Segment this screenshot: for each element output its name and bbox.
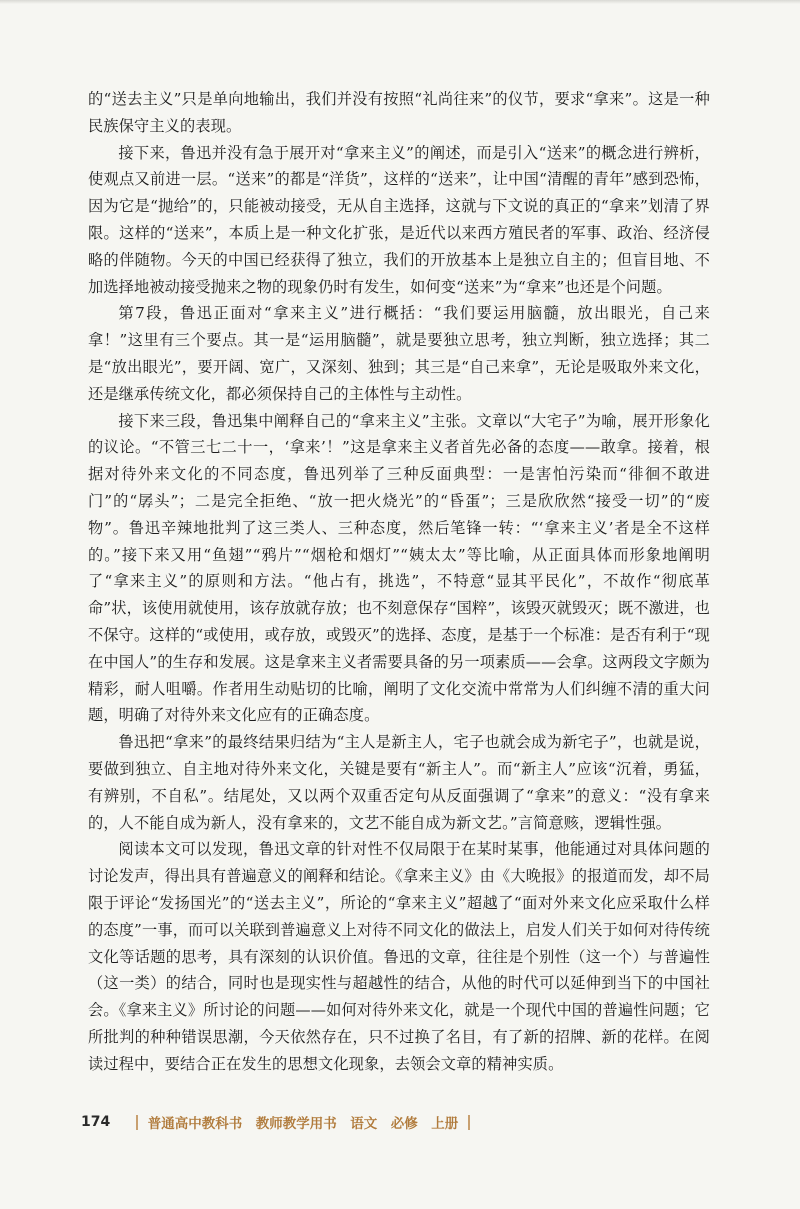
footer-divider — [468, 1115, 470, 1130]
page-body — [88, 86, 710, 1077]
paragraph: 的“送去主义”只是单向地输出，我们并没有按照“礼尚往来”的仪节，要求“拿来”。这是一种民族保守主义的表现。 — [88, 90, 710, 135]
page-top-edge — [0, 0, 800, 4]
paragraph: 第7段，鲁迅正面对“拿来主义”进行概括：“我们要运用脑髓，放出眼光，自己来拿！”这里有三个要点。其一是“运用脑髓”，就是要独立思考，独立判断，独立选择；其二是“放出眼光”，要开阔、宽广，又深刻、独到；其三是“自己来拿”，无论是吸取外来文化，还是继承传统文化，都必须保持自己的主体性与主动性。 — [88, 304, 710, 403]
paragraph: 阅读本文可以发现，鲁迅文章的针对性不仅局限于在某时某事，他能通过对具体问题的讨论发声，得出具有普遍意义的阐释和结论。《拿来主义》由《大晚报》的报道而发，却不局限于评论“发扬国光”的“送去主义”，所论的“拿来主义”超越了“面对外来文化应采取什么样的态度”一事，而可以关联到普遍意义上对待不同文化的做法上，启发人们关于如何对待传统文化等话题的思考，具有深刻的认识价值。鲁迅的文章，往往是个别性（这一个）与普遍性（这一类）的结合，同时也是现实性与超越性的结合，从他的时代可以延伸到当下的中国社会。《拿来主义》所讨论的问题——如何对待外来文化，就是一个现代中国的普遍性问题；它所批判的种种错误思潮，今天依然存在，只不过换了名目，有了新的招牌、新的花样。在阅读过程中，要结合正在发生的思想文化现象，去领会文章的精神实质。 — [88, 840, 710, 1073]
page-number: 174 — [81, 1114, 111, 1130]
footer-divider — [136, 1115, 138, 1130]
paragraph: 接下来，鲁迅并没有急于展开对“拿来主义”的阐述，而是引入“送来”的概念进行辨析，使观点又前进一层。“送来”的都是“洋货”，这样的“送来”，让中国“清醒的青年”感到恐怖，因为它是“抛给”的，只能被动接受，无从自主选择，这就与下文说的真正的“拿来”划清了界限。这样的“送来”，本质上是一种文化扩张，是近代以来西方殖民者的军事、政治、经济侵略的伴随物。今天的中国已经获得了独立，我们的开放基本上是独立自主的；但盲目地、不加选择地被动接受抛来之物的现象仍时有发生，如何变“送来”为“拿来”也还是个问题。 — [88, 143, 710, 296]
page-footer — [81, 1111, 480, 1133]
book-title: 普通高中教科书 教师教学用书 语文 必修 上册 — [147, 1116, 459, 1132]
paragraph: 鲁迅把“拿来”的最终结果归结为“主人是新主人，宅子也就会成为新宅子”，也就是说，要做到独立、自主地对待外来文化，关键是要有“新主人”。而“新主人”应该“沉着，勇猛，有辨别，不自私”。结尾处，又以两个双重否定句从反面强调了“拿来”的意义：“没有拿来的，人不能自成为新人，没有拿来的，文艺不能自成为新文艺。”言简意赅，逻辑性强。 — [88, 733, 710, 832]
paragraph: 接下来三段，鲁迅集中阐释自己的“拿来主义”主张。文章以“大宅子”为喻，展开形象化的议论。“不管三七二十一，‘拿来’！”这是拿来主义者首先必备的态度——敢拿。接着，根据对待外来文化的不同态度，鲁迅列举了三种反面典型：一是害怕污染而“徘徊不敢进门”的“孱头”；二是完全拒绝、“放一把火烧光”的“昏蛋”；三是欣欣然“接受一切”的“废物”。鲁迅辛辣地批判了这三类人、三种态度，然后笔锋一转：“‘拿来主义’者是全不这样的。”接下来又用“鱼翅”“鸦片”“烟枪和烟灯”“姨太太”等比喻，从正面具体而形象地阐明了“拿来主义”的原则和方法。“他占有，挑选”，不特意“显其平民化”，不故作“彻底革命”状，该使用就使用，该存放就存放；也不刻意保存“国粹”，该毁灭就毁灭；既不激进，也不保守。这样的“或使用，或存放，或毁灭”的选择、态度，是基于一个标准：是否有利于“现在中国人”的生存和发展。这是拿来主义者需要具备的另一项素质——会拿。这两段文字颇为精彩，耐人咀嚼。作者用生动贴切的比喻，阐明了文化交流中常常为人们纠缠不清的重大问题，明确了对待外来文化应有的正确态度。 — [88, 411, 710, 725]
